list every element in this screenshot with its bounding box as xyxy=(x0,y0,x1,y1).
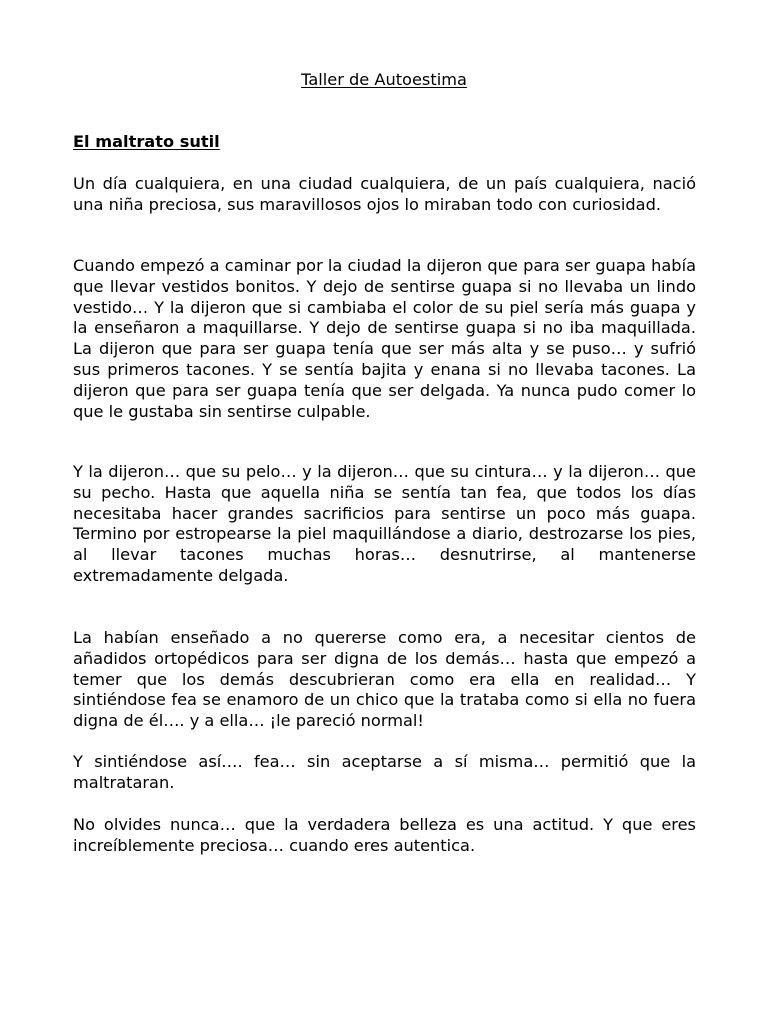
paragraph-3: Y la dijeron… que su pelo… y la dijeron… que su cintura… y la dijeron… que su pecho. Hasta que aquella niña se sentía tan fea, que todos los días necesitaba hacer grandes sacrificios para sentirse un poco más guapa. Termino por estropearse la piel maquillándose a diario, destrozarse los pies, al llevar tacones muchas horas… desnutrirse, al mantenerse extremadamente delgada. xyxy=(73,462,696,585)
section-heading: El maltrato sutil xyxy=(73,132,220,151)
paragraph-2: Cuando empezó a caminar por la ciudad la dijeron que para ser guapa había que llevar vestidos bonitos. Y dejo de sentirse guapa si no llevaba un lindo vestido… Y la dijeron que si cambiaba el color de su piel sería más guapa y la enseñaron a maquillarse. Y dejo de sentirse guapa si no iba maquillada. La dijeron que para ser guapa tenía que ser más alta y se puso… y sufrió sus primeros tacones. Y se sentía bajita y enana si no llevaba tacones. La dijeron que para ser guapa tenía que ser delgada. Ya nunca pudo comer lo que le gustaba sin sentirse culpable. xyxy=(73,256,696,421)
paragraph-5: Y sintiéndose así…. fea… sin aceptarse a sí misma… permitió que la maltrataran. xyxy=(73,752,696,792)
document-title: Taller de Autoestima xyxy=(301,70,467,89)
paragraph-1: Un día cualquiera, en una ciudad cualquiera, de un país cualquiera, nació una niña preciosa, sus maravillosos ojos lo miraban todo con curiosidad. xyxy=(73,174,696,214)
paragraph-4: La habían enseñado a no quererse como era, a necesitar cientos de añadidos ortopédicos para ser digna de los demás… hasta que empezó a temer que los demás descubrieran como era ella en realidad… Y sintiéndose fea se enamoro de un chico que la trataba como si ella no fuera digna de él…. y a ella… ¡le pareció normal! xyxy=(73,628,696,731)
paragraph-6: No olvides nunca… que la verdadera belleza es una actitud. Y que eres increíblemente preciosa… cuando eres autentica. xyxy=(73,815,696,855)
